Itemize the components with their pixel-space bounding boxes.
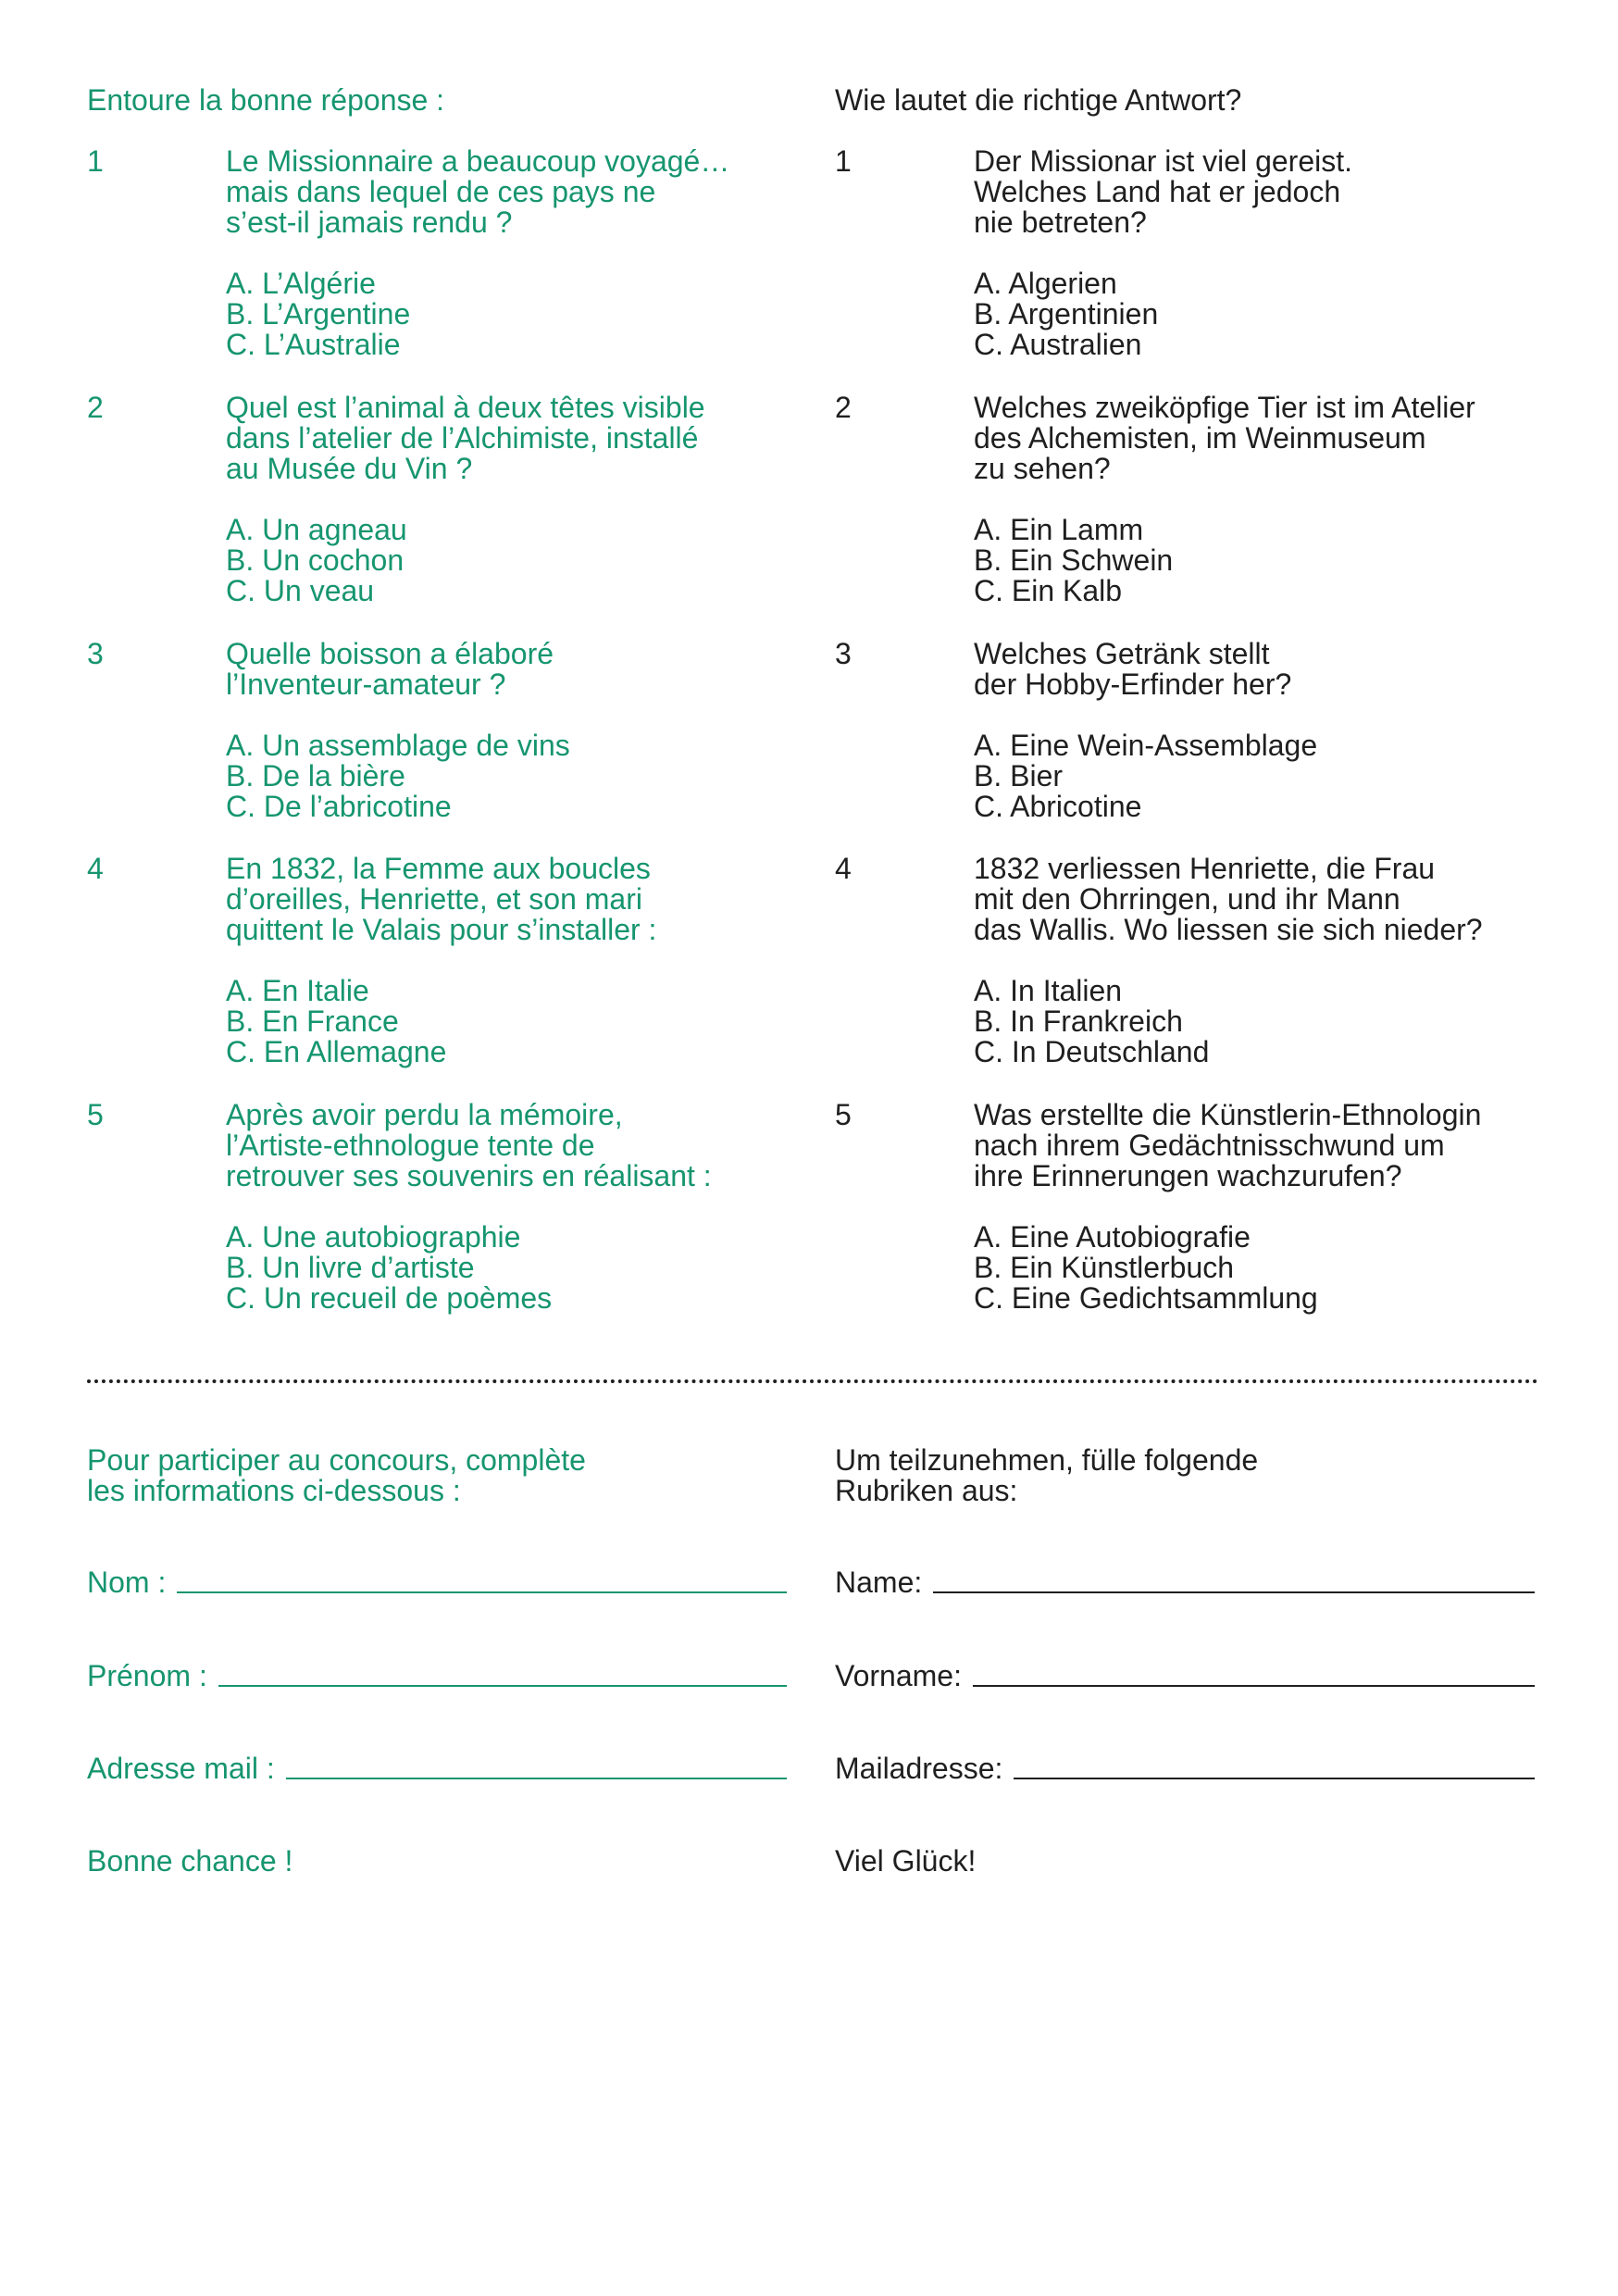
answer-options bbox=[226, 730, 790, 822]
question-number: 2 bbox=[87, 391, 104, 424]
question-number: 5 bbox=[87, 1098, 104, 1131]
question-number: 3 bbox=[835, 637, 852, 670]
answer-option-b[interactable]: B. L’Argentine bbox=[226, 297, 411, 331]
form-intro: Um teilzunehmen, fülle folgende Rubriken aus: bbox=[835, 1443, 1259, 1507]
answer-option-b[interactable]: B. En France bbox=[226, 1004, 399, 1038]
email-field bbox=[87, 1753, 787, 1784]
last-name-input[interactable] bbox=[177, 1567, 787, 1593]
answer-options bbox=[226, 1222, 790, 1314]
answer-option-c[interactable]: C. Abricotine bbox=[974, 790, 1142, 823]
last-name-label: Nom : bbox=[87, 1566, 167, 1599]
answer-options bbox=[974, 268, 1538, 360]
question-number: 2 bbox=[835, 391, 852, 424]
dotted-divider bbox=[87, 1379, 1538, 1383]
closing-text: Viel Glück! bbox=[835, 1844, 977, 1878]
answer-option-a[interactable]: A. Ein Lamm bbox=[974, 513, 1144, 546]
email-field bbox=[835, 1753, 1535, 1784]
answer-option-b[interactable]: B. Un cochon bbox=[226, 543, 404, 577]
answer-option-c[interactable]: C. Un recueil de poèmes bbox=[226, 1281, 553, 1315]
question-text: Welches zweiköpfige Tier ist im Atelier des Alchemisten, im Weinmuseum zu sehen? bbox=[974, 391, 1475, 485]
answer-option-b[interactable]: B. Ein Künstlerbuch bbox=[974, 1251, 1235, 1284]
email-label: Adresse mail : bbox=[87, 1752, 275, 1785]
first-name-field bbox=[87, 1661, 787, 1691]
form-intro: Pour participer au concours, complète les informations ci-dessous : bbox=[87, 1443, 586, 1507]
answer-option-c[interactable]: C. Un veau bbox=[226, 574, 375, 607]
email-input[interactable] bbox=[1014, 1753, 1535, 1779]
quiz-intro: Wie lautet die richtige Antwort? bbox=[835, 83, 1242, 117]
question-number: 4 bbox=[87, 852, 104, 885]
question-number: 4 bbox=[835, 852, 852, 885]
answer-option-a[interactable]: A. In Italien bbox=[974, 974, 1123, 1007]
quiz-intro: Entoure la bonne réponse : bbox=[87, 83, 445, 117]
answer-option-a[interactable]: A. Algerien bbox=[974, 267, 1117, 300]
last-name-field bbox=[87, 1567, 787, 1598]
email-label: Mailadresse: bbox=[835, 1752, 1003, 1785]
closing-text: Bonne chance ! bbox=[87, 1844, 293, 1878]
answer-option-b[interactable]: B. Ein Schwein bbox=[974, 543, 1174, 577]
question-number: 3 bbox=[87, 637, 104, 670]
question-number: 1 bbox=[87, 144, 104, 178]
answer-option-a[interactable]: A. Eine Wein-Assemblage bbox=[974, 729, 1318, 762]
answer-options bbox=[226, 268, 790, 360]
question-text: Welches Getränk stellt der Hobby-Erfinder her? bbox=[974, 637, 1292, 701]
answer-option-c[interactable]: C. L’Australie bbox=[226, 328, 401, 361]
answer-option-a[interactable]: A. En Italie bbox=[226, 974, 369, 1007]
question-text: En 1832, la Femme aux boucles d’oreilles, Henriette, et son mari quittent le Valais pour s’installer : bbox=[226, 852, 657, 946]
answer-option-a[interactable]: A. L’Algérie bbox=[226, 267, 376, 300]
answer-option-a[interactable]: A. Eine Autobiografie bbox=[974, 1220, 1251, 1254]
email-input[interactable] bbox=[286, 1753, 787, 1779]
answer-options bbox=[226, 515, 790, 606]
answer-option-a[interactable]: A. Un assemblage de vins bbox=[226, 729, 570, 762]
answer-option-c[interactable]: C. Ein Kalb bbox=[974, 574, 1123, 607]
question-text: Der Missionar ist viel gereist. Welches Land hat er jedoch nie betreten? bbox=[974, 144, 1352, 239]
answer-options bbox=[974, 976, 1538, 1067]
first-name-input[interactable] bbox=[973, 1661, 1535, 1687]
answer-options bbox=[226, 976, 790, 1067]
question-text: Après avoir perdu la mémoire, l’Artiste-ethnologue tente de retrouver ses souvenirs en réalisant : bbox=[226, 1098, 712, 1192]
question-text: Quel est l’animal à deux têtes visible dans l’atelier de l’Alchimiste, installé au Musée du Vin ? bbox=[226, 391, 705, 485]
answer-option-c[interactable]: C. In Deutschland bbox=[974, 1035, 1210, 1068]
answer-options bbox=[974, 730, 1538, 822]
first-name-label: Prénom : bbox=[87, 1659, 207, 1692]
answer-option-b[interactable]: B. Argentinien bbox=[974, 297, 1159, 331]
first-name-input[interactable] bbox=[218, 1661, 787, 1687]
question-text: Was erstellte die Künstlerin-Ethnologin nach ihrem Gedächtnisschwund um ihre Erinnerungen wachzurufen? bbox=[974, 1098, 1482, 1192]
answer-option-c[interactable]: C. Australien bbox=[974, 328, 1142, 361]
answer-options bbox=[974, 515, 1538, 606]
answer-option-c[interactable]: C. En Allemagne bbox=[226, 1035, 447, 1068]
question-number: 1 bbox=[835, 144, 852, 178]
question-text: Le Missionnaire a beaucoup voyagé… mais dans lequel de ces pays ne s’est-il jamais rendu ? bbox=[226, 144, 730, 239]
answer-option-c[interactable]: C. De l’abricotine bbox=[226, 790, 452, 823]
answer-options bbox=[974, 1222, 1538, 1314]
answer-option-c[interactable]: C. Eine Gedichtsammlung bbox=[974, 1281, 1318, 1315]
last-name-label: Name: bbox=[835, 1566, 923, 1599]
answer-option-b[interactable]: B. Bier bbox=[974, 759, 1064, 792]
last-name-input[interactable] bbox=[933, 1567, 1535, 1593]
first-name-label: Vorname: bbox=[835, 1659, 962, 1692]
first-name-field bbox=[835, 1661, 1535, 1691]
answer-option-a[interactable]: A. Un agneau bbox=[226, 513, 407, 546]
answer-option-b[interactable]: B. De la bière bbox=[226, 759, 405, 792]
answer-option-b[interactable]: B. In Frankreich bbox=[974, 1004, 1183, 1038]
answer-option-a[interactable]: A. Une autobiographie bbox=[226, 1220, 521, 1254]
question-text: Quelle boisson a élaboré l’Inventeur-amateur ? bbox=[226, 637, 554, 701]
question-number: 5 bbox=[835, 1098, 852, 1131]
last-name-field bbox=[835, 1567, 1535, 1598]
question-text: 1832 verliessen Henriette, die Frau mit den Ohrringen, und ihr Mann das Wallis. Wo liessen sie sich nieder? bbox=[974, 852, 1483, 946]
answer-option-b[interactable]: B. Un livre d’artiste bbox=[226, 1251, 475, 1284]
